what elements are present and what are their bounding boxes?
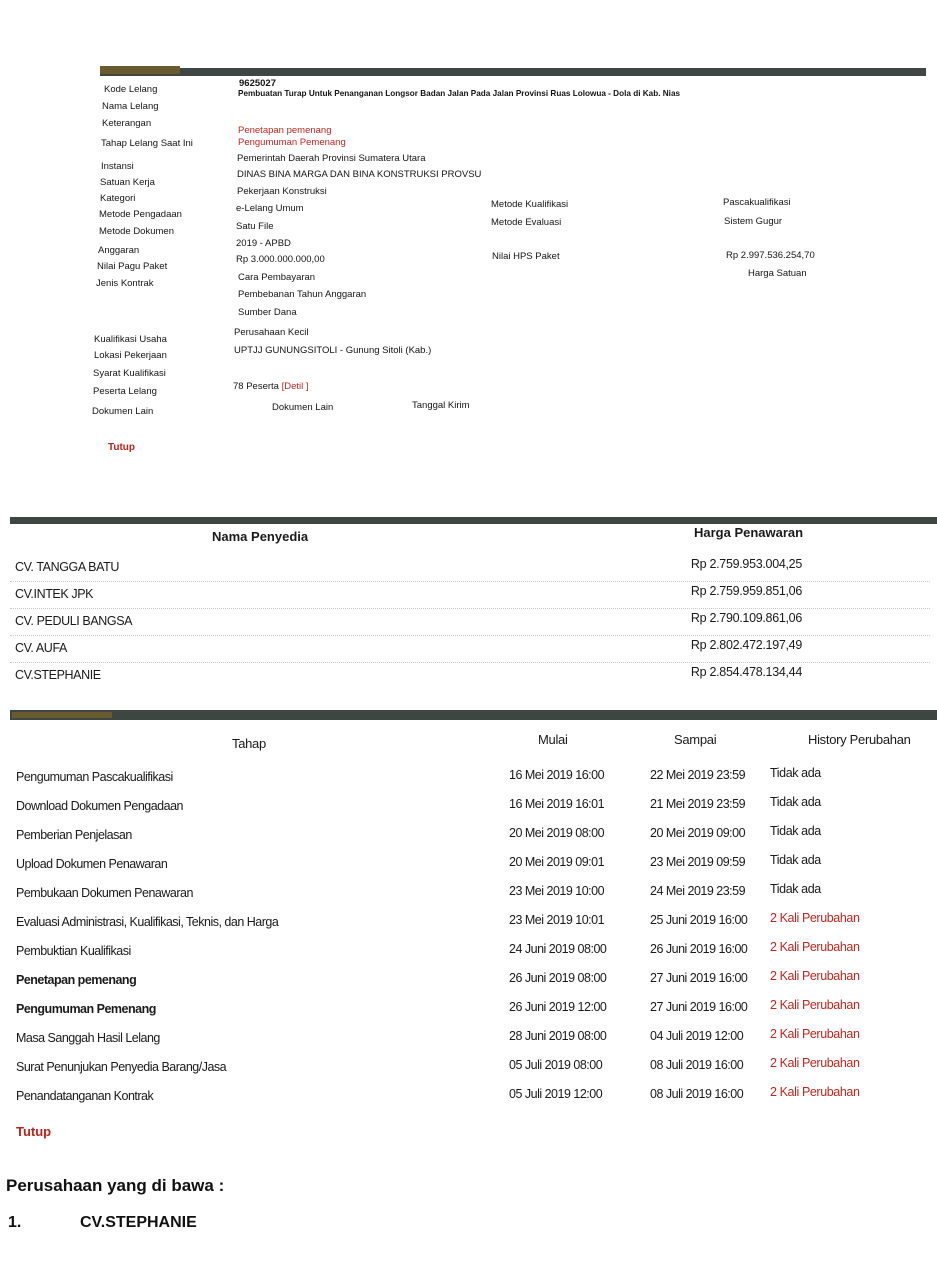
tahap-name: Pembukaan Dokumen Penawaran	[16, 886, 193, 900]
mulai-date: 20 Mei 2019 09:01	[509, 855, 605, 869]
sampai-date: 04 Juli 2019 12:00	[650, 1029, 744, 1043]
sampai-date: 23 Mei 2019 09:59	[650, 855, 746, 869]
penyedia-name: CV.STEPHANIE	[15, 668, 101, 682]
panel-header-bar	[100, 68, 926, 76]
label-tahap-lelang: Tahap Lelang Saat Ini	[101, 138, 193, 149]
mulai-date: 24 Juni 2019 08:00	[509, 942, 607, 956]
hps-value: Rp 2.997.536.254,70	[726, 250, 815, 261]
panel-header-label	[100, 66, 180, 74]
history-value: Tidak ada	[770, 824, 821, 838]
penyedia-name: CV.INTEK JPK	[15, 587, 94, 601]
tutup-link[interactable]: Tutup	[108, 442, 136, 453]
kategori-value: Pekerjaan Konstruksi	[237, 186, 327, 197]
header-harga-penawaran: Harga Penawaran	[694, 525, 804, 540]
jenis-kontrak-pembebanan: Pembebanan Tahun Anggaran	[238, 289, 367, 300]
history-link[interactable]: 2 Kali Perubahan	[770, 940, 860, 954]
sampai-date: 08 Juli 2019 16:00	[650, 1087, 744, 1101]
penyedia-name: CV. AUFA	[15, 641, 67, 655]
mulai-date: 26 Juni 2019 08:00	[509, 971, 607, 985]
label-metode-dokumen: Metode Dokumen	[99, 226, 174, 237]
tahap-name: Pembuktian Kualifikasi	[16, 944, 131, 958]
mulai-date: 26 Juni 2019 12:00	[509, 1000, 607, 1014]
sampai-date: 20 Mei 2019 09:00	[650, 826, 746, 840]
penyedia-price: Rp 2.790.109.861,06	[690, 611, 802, 625]
sampai-date: 08 Juli 2019 16:00	[650, 1058, 744, 1072]
panel-header-bar	[10, 517, 937, 524]
sampai-date: 24 Mei 2019 23:59	[650, 884, 746, 898]
metode-pengadaan-value: e-Lelang Umum	[236, 203, 304, 214]
mulai-date: 05 Juli 2019 12:00	[509, 1087, 603, 1101]
penyedia-price: Rp 2.759.953.004,25	[690, 557, 802, 571]
instansi-value: Pemerintah Daerah Provinsi Sumatera Utara	[237, 153, 426, 164]
jadwal-row	[12, 762, 932, 791]
tahap-name: Pengumuman Pascakualifikasi	[16, 770, 173, 784]
lokasi-pekerjaan-value: UPTJJ GUNUNGSITOLI - Gunung Sitoli (Kab.)	[234, 345, 432, 356]
sampai-date: 25 Juni 2019 16:00	[650, 913, 748, 927]
label-nama-lelang: Nama Lelang	[102, 101, 159, 112]
metode-evaluasi-value: Sistem Gugur	[724, 216, 783, 227]
nama-lelang-value: Pembuatan Turap Untuk Penanganan Longsor Badan Jalan Pada Jalan Provinsi Ruas Lolowua - Dola di Kab. Nias	[238, 89, 681, 98]
label-peserta-lelang: Peserta Lelang	[93, 386, 157, 397]
mulai-date: 28 Juni 2019 08:00	[509, 1029, 607, 1043]
tahap-name: Surat Penunjukan Penyedia Barang/Jasa	[16, 1060, 227, 1074]
tahap-name: Masa Sanggah Hasil Lelang	[16, 1031, 160, 1045]
penyedia-name: CV. PEDULI BANGSA	[15, 614, 133, 628]
tutup-link[interactable]: Tutup	[16, 1124, 52, 1139]
footer-item-number: 1.	[8, 1214, 22, 1231]
sampai-date: 21 Mei 2019 23:59	[650, 797, 746, 811]
kualifikasi-usaha-value: Perusahaan Kecil	[234, 327, 309, 338]
tahap-name: Penetapan pemenang	[16, 973, 137, 987]
history-value: Tidak ada	[770, 882, 821, 896]
metode-dokumen-value: Satu File	[236, 221, 274, 232]
header-history: History Perubahan	[808, 732, 911, 747]
harga-satuan-value: Harga Satuan	[748, 268, 807, 279]
history-link[interactable]: 2 Kali Perubahan	[770, 1027, 860, 1041]
label-nilai-pagu: Nilai Pagu Paket	[97, 261, 168, 272]
jadwal-row	[12, 1052, 932, 1081]
peserta-detail-link[interactable]: [Detil ]	[281, 381, 309, 392]
label-lokasi-pekerjaan: Lokasi Pekerjaan	[94, 350, 167, 361]
hps-label: Nilai HPS Paket	[492, 251, 560, 262]
label-kategori: Kategori	[100, 193, 136, 204]
history-link[interactable]: 2 Kali Perubahan	[770, 1085, 860, 1099]
sampai-date: 26 Juni 2019 16:00	[650, 942, 748, 956]
sampai-date: 27 Juni 2019 16:00	[650, 971, 748, 985]
sampai-date: 22 Mei 2019 23:59	[650, 768, 746, 782]
history-value: Tidak ada	[770, 766, 821, 780]
label-anggaran: Anggaran	[98, 245, 140, 256]
jenis-kontrak-cara-pembayaran: Cara Pembayaran	[238, 272, 316, 283]
dokumen-lain-col-header: Dokumen Lain	[272, 402, 334, 413]
jadwal-row	[12, 1023, 932, 1052]
peserta-lelang-value	[233, 381, 309, 392]
penawaran-row	[10, 609, 930, 636]
penawaran-row	[10, 555, 930, 582]
penawaran-row	[10, 582, 930, 609]
jadwal-row	[12, 994, 932, 1023]
penyedia-name: CV. TANGGA BATU	[15, 560, 119, 574]
tahap-value-1[interactable]: Penetapan pemenang	[238, 125, 332, 136]
peserta-count: 78 Peserta	[233, 381, 279, 392]
tahap-name: Pengumuman Pemenang	[16, 1002, 156, 1016]
tahap-name: Penandatanganan Kontrak	[16, 1089, 154, 1103]
jadwal-row	[12, 1081, 932, 1110]
history-link[interactable]: 2 Kali Perubahan	[770, 1056, 860, 1070]
footer-item-name: CV.STEPHANIE	[80, 1214, 197, 1231]
label-jenis-kontrak: Jenis Kontrak	[96, 278, 154, 289]
history-link[interactable]: 2 Kali Perubahan	[770, 969, 860, 983]
nilai-pagu-value: Rp 3.000.000.000,00	[236, 254, 325, 265]
jadwal-row	[12, 878, 932, 907]
mulai-date: 16 Mei 2019 16:01	[509, 797, 605, 811]
metode-kualifikasi-value: Pascakualifikasi	[723, 197, 791, 208]
header-nama-penyedia: Nama Penyedia	[212, 529, 309, 544]
label-metode-pengadaan: Metode Pengadaan	[99, 209, 182, 220]
mulai-date: 23 Mei 2019 10:00	[509, 884, 605, 898]
tahap-value-2[interactable]: Pengumuman Pemenang	[238, 137, 346, 148]
mulai-date: 20 Mei 2019 08:00	[509, 826, 605, 840]
penyedia-price: Rp 2.759.959.851,06	[690, 584, 802, 598]
footer-heading: Perusahaan yang di bawa :	[6, 1176, 225, 1195]
header-sampai: Sampai	[674, 732, 717, 747]
header-mulai: Mulai	[538, 732, 568, 747]
label-instansi: Instansi	[101, 161, 134, 172]
satuan-kerja-value: DINAS BINA MARGA DAN BINA KONSTRUKSI PROVSU	[237, 169, 482, 180]
tahap-name: Pemberian Penjelasan	[16, 828, 132, 842]
panel-header-label	[12, 712, 112, 718]
mulai-date: 16 Mei 2019 16:00	[509, 768, 605, 782]
tahap-name: Download Dokumen Pengadaan	[16, 799, 183, 813]
jadwal-row	[12, 936, 932, 965]
label-kualifikasi-usaha: Kualifikasi Usaha	[94, 334, 167, 345]
penawaran-row	[10, 663, 930, 689]
label-kode-lelang: Kode Lelang	[104, 84, 158, 95]
label-satuan-kerja: Satuan Kerja	[100, 177, 155, 188]
tahap-name: Evaluasi Administrasi, Kualifikasi, Teknis, dan Harga	[16, 915, 279, 929]
history-value: Tidak ada	[770, 795, 821, 809]
history-value: Tidak ada	[770, 853, 821, 867]
sampai-date: 27 Juni 2019 16:00	[650, 1000, 748, 1014]
anggaran-value: 2019 - APBD	[236, 238, 291, 249]
label-keterangan: Keterangan	[102, 118, 152, 129]
tanggal-kirim-col-header: Tanggal Kirim	[412, 400, 470, 411]
jadwal-panel	[0, 710, 937, 1150]
penyedia-price: Rp 2.802.472.197,49	[690, 638, 802, 652]
jadwal-row	[12, 907, 932, 936]
penawaran-row	[10, 636, 930, 663]
metode-kualifikasi-label: Metode Kualifikasi	[491, 199, 569, 210]
penawaran-panel	[0, 515, 937, 695]
penyedia-price: Rp 2.854.478.134,44	[690, 665, 802, 679]
jadwal-row	[12, 849, 932, 878]
jadwal-row	[12, 791, 932, 820]
mulai-date: 23 Mei 2019 10:01	[509, 913, 605, 927]
history-link[interactable]: 2 Kali Perubahan	[770, 998, 860, 1012]
label-syarat-kualifikasi: Syarat Kualifikasi	[93, 368, 166, 379]
label-dokumen-lain: Dokumen Lain	[92, 406, 154, 417]
mulai-date: 05 Juli 2019 08:00	[509, 1058, 603, 1072]
lelang-info-panel	[92, 62, 928, 462]
panel-header-bar	[10, 710, 937, 720]
jadwal-row	[12, 820, 932, 849]
kode-lelang-value: 9625027	[239, 78, 276, 89]
header-tahap: Tahap	[232, 736, 266, 751]
jenis-kontrak-sumber-dana: Sumber Dana	[238, 307, 297, 318]
tahap-name: Upload Dokumen Penawaran	[16, 857, 168, 871]
jadwal-row	[12, 965, 932, 994]
history-link[interactable]: 2 Kali Perubahan	[770, 911, 860, 925]
metode-evaluasi-label: Metode Evaluasi	[491, 217, 562, 228]
